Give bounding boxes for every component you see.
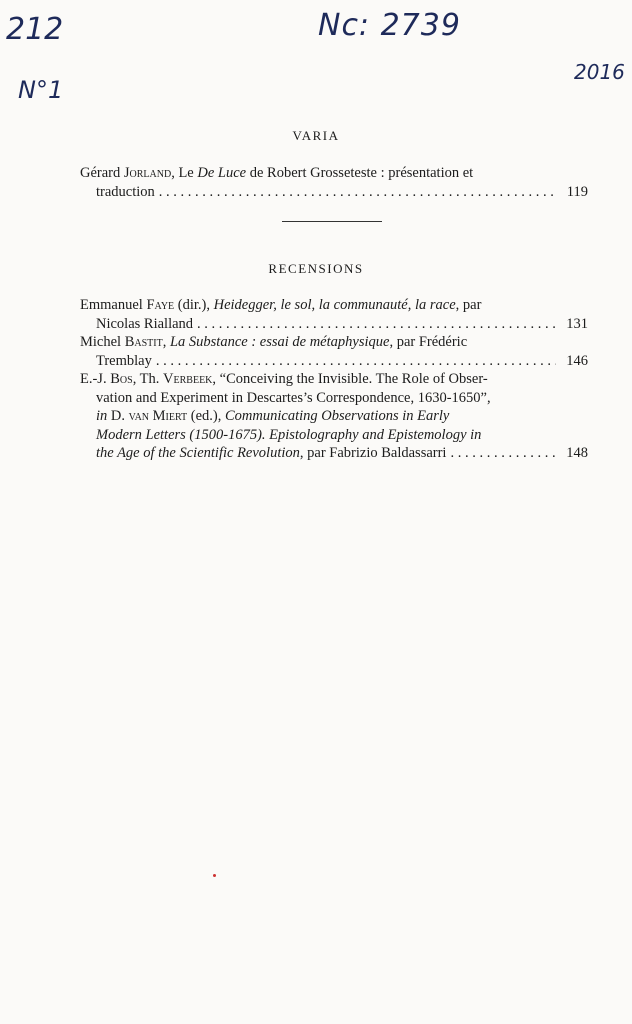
entry-line (80, 164, 588, 183)
entry-line (80, 407, 588, 426)
text-segment: (ed.), (187, 408, 225, 424)
italic-title: Communicating Observations in Early (225, 408, 450, 424)
recension-entry (80, 333, 588, 370)
italic-title: La Substance : essai de métaphysique (169, 334, 390, 350)
section-divider (282, 221, 382, 222)
ink-speck (213, 874, 216, 877)
italic-title: De Luce (197, 165, 247, 181)
author-last-name: Jorland (123, 165, 172, 181)
entry-last-line (80, 315, 588, 334)
recension-entry (80, 296, 588, 333)
text-segment: , (162, 334, 170, 350)
italic-word: in (96, 408, 108, 424)
text-segment: , “Conceiving the Invisible. The Role of Obser- (212, 371, 488, 387)
recension-entry (80, 370, 588, 463)
author-first-name: Emmanuel (80, 297, 143, 313)
handwritten-shelf-code: Nc: 2739 (318, 8, 461, 43)
author-last-name: Verbeek (163, 371, 213, 387)
text-segment: Tremblay (96, 352, 152, 369)
entry-line: vation and Experiment in Descartes’s Correspondence, 1630-1650”, (96, 389, 491, 406)
author-first-name: E.-J. (80, 371, 107, 387)
entry-last-line (80, 444, 588, 463)
entry-last-line (80, 352, 588, 371)
leader-dots (159, 183, 556, 202)
varia-entry (80, 164, 588, 201)
varia-heading: VARIA (292, 128, 340, 143)
text-segment: Nicolas Rialland (96, 315, 194, 332)
page-number: 148 (566, 445, 588, 461)
author-last-name: Bastit (124, 334, 163, 350)
editor-last-name: van Miert (128, 408, 188, 424)
entry-last-line (80, 183, 588, 202)
leader-dots (197, 315, 556, 334)
italic-title: Heidegger, le sol, la communauté, la race (213, 297, 456, 313)
text-segment: , Th. (132, 371, 164, 387)
handwritten-issue-number: N°1 (18, 76, 64, 104)
text-segment: , par Frédéric (389, 334, 468, 350)
text-segment: D. (107, 408, 129, 424)
handwritten-catalog-number: 212 (6, 12, 64, 47)
entry-line (80, 333, 588, 352)
italic-title: Modern Letters (1500-1675). Epistolography and Epistemology in (96, 426, 482, 443)
text-segment: de Robert Grosseteste : présentation et (246, 165, 474, 181)
recensions-heading: RECENSIONS (268, 261, 364, 276)
entry-line (80, 426, 588, 445)
text-segment: , par (455, 297, 482, 313)
author-last-name: Bos (110, 371, 133, 387)
page-number: 131 (566, 315, 588, 332)
author-first-name: Michel (80, 334, 122, 350)
page-number: 119 (566, 183, 588, 200)
leader-dots (450, 444, 556, 463)
handwritten-year: 2016 (574, 60, 625, 84)
entry-line (80, 296, 588, 315)
text-segment: , par Fabrizio Baldassarri (299, 445, 447, 461)
author-last-name: Faye (146, 297, 175, 313)
author-first-name: Gérard (80, 165, 121, 181)
text-segment: traduction (96, 183, 155, 200)
text-segment: (dir.), (174, 297, 214, 313)
italic-title: the Age of the Scientific Revolution (96, 445, 300, 461)
text-segment: , Le (171, 165, 198, 181)
entry-line (80, 370, 588, 389)
page-number: 146 (566, 352, 588, 369)
leader-dots (156, 352, 556, 371)
